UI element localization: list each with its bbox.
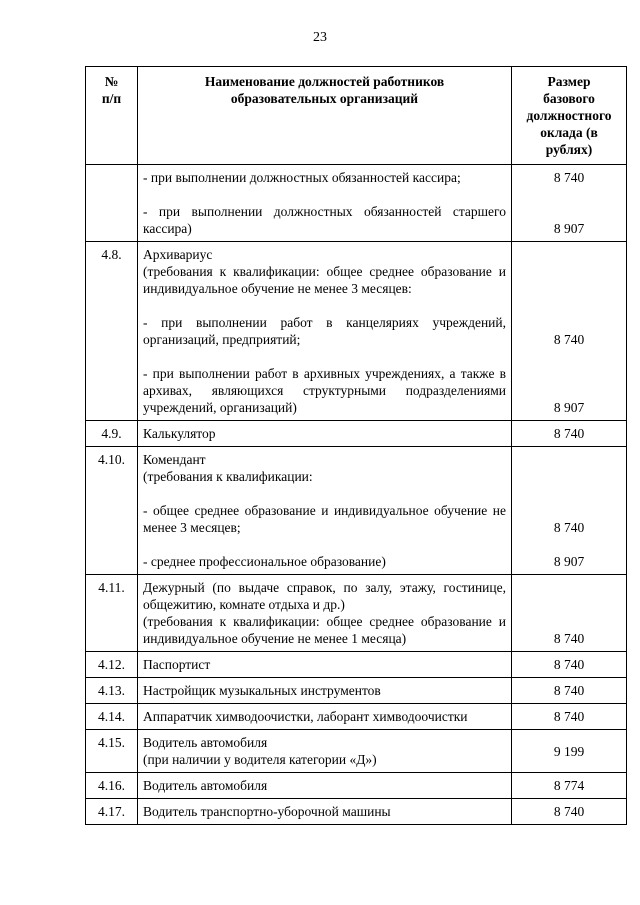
row-number: 4.14. <box>86 704 138 730</box>
table-row <box>86 447 627 575</box>
row-amount: 8 740 8 907 <box>512 447 627 575</box>
row-name: Водитель транспортно-уборочной машины <box>138 799 512 825</box>
row-amount: 8 740 <box>512 652 627 678</box>
row-number: 4.16. <box>86 773 138 799</box>
table-row <box>86 730 627 773</box>
table-row <box>86 704 627 730</box>
row-name: Калькулятор <box>138 421 512 447</box>
row-name: - при выполнении должностных обязанностей кассира; - при выполнении должностных обязанностей старшего кассира) <box>138 165 512 242</box>
row-name: Дежурный (по выдаче справок, по залу, этажу, гостинице, общежитию, комнате отдыха и др.) (требования к квалификации: общее среднее образование и индивидуальное обучение не менее 1 месяца) <box>138 575 512 652</box>
row-number <box>86 165 138 242</box>
row-number: 4.10. <box>86 447 138 575</box>
row-amount: 8 740 8 907 <box>512 242 627 421</box>
row-amount: 8 740 <box>512 421 627 447</box>
header-num: № п/п <box>86 67 138 165</box>
table-row <box>86 678 627 704</box>
row-name: Настройщик музыкальных инструментов <box>138 678 512 704</box>
row-amount: 8 740 <box>512 575 627 652</box>
row-name: Комендант (требования к квалификации: - общее среднее образование и индивидуальное обучение не менее 3 месяцев; - среднее профессиональное образование) <box>138 447 512 575</box>
row-name: Паспортист <box>138 652 512 678</box>
row-name: Аппаратчик химводоочистки, лаборант химводоочистки <box>138 704 512 730</box>
table-row <box>86 575 627 652</box>
row-amount: 8 740 <box>512 704 627 730</box>
table-row <box>86 799 627 825</box>
row-number: 4.17. <box>86 799 138 825</box>
page-number: 23 <box>313 30 327 45</box>
row-amount: 8 740 <box>512 678 627 704</box>
salary-table <box>85 66 627 825</box>
table-row <box>86 421 627 447</box>
row-number: 4.9. <box>86 421 138 447</box>
row-number: 4.8. <box>86 242 138 421</box>
row-amount: 9 199 <box>512 730 627 773</box>
row-number: 4.12. <box>86 652 138 678</box>
row-amount: 8 740 8 907 <box>512 165 627 242</box>
table-row <box>86 652 627 678</box>
header-amount: Размер базового должностного оклада (в рублях) <box>512 67 627 165</box>
row-number: 4.13. <box>86 678 138 704</box>
row-name: Водитель автомобиля (при наличии у водителя категории «Д») <box>138 730 512 773</box>
row-amount: 8 740 <box>512 799 627 825</box>
table-row <box>86 773 627 799</box>
row-amount: 8 774 <box>512 773 627 799</box>
row-name: Архивариус (требования к квалификации: общее среднее образование и индивидуальное обучение не менее 3 месяцев: - при выполнении работ в канцеляриях учреждений, организаций, предприятий; - при выполнении работ в архивных учреждениях, а также в архивах, являющихся структурными подразделениями учреждений, организаций) <box>138 242 512 421</box>
header-name: Наименование должностей работников образовательных организаций <box>138 67 512 165</box>
row-number: 4.11. <box>86 575 138 652</box>
row-number: 4.15. <box>86 730 138 773</box>
table-row <box>86 242 627 421</box>
row-name: Водитель автомобиля <box>138 773 512 799</box>
table-header-row <box>86 67 627 165</box>
table-row <box>86 165 627 242</box>
